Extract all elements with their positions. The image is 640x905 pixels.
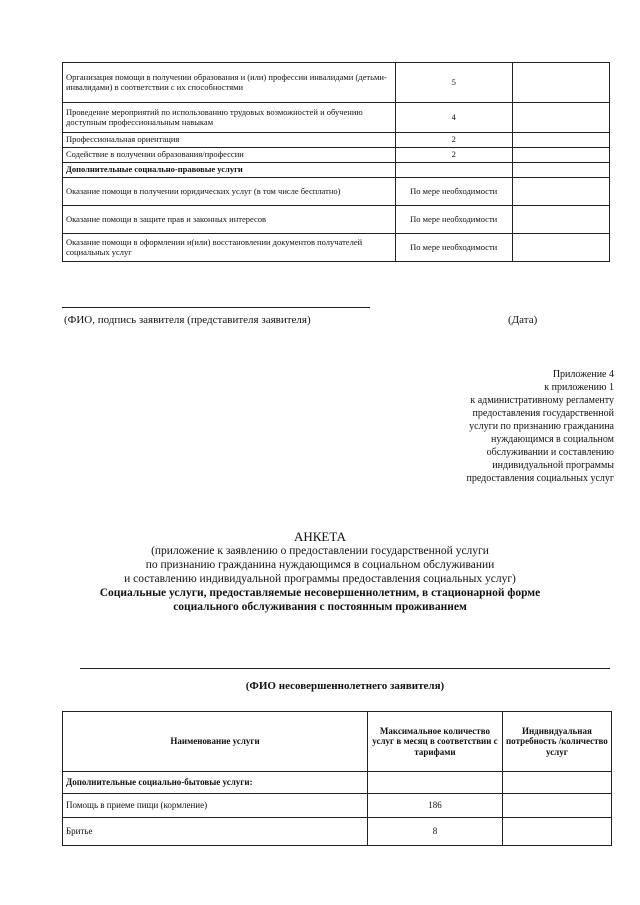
service-name: Проведение мероприятий по использованию трудовых возможностей и обучению доступным профессиональным навыкам xyxy=(63,103,396,133)
service-name: Содействие в получении образования/профессии xyxy=(63,148,396,163)
service-name: Оказание помощи в оформлении и(или) восстановлении документов получателей социальных услуг xyxy=(63,234,396,262)
service-need xyxy=(502,818,611,846)
header-individual-need: Индивидуальная потребность /количество услуг xyxy=(502,712,611,772)
appendix-line: индивидуальной программы xyxy=(492,460,614,471)
appendix-line: услуги по признанию гражданина xyxy=(469,421,614,432)
service-need xyxy=(512,178,609,206)
table-row xyxy=(63,178,610,206)
anketa-heading xyxy=(30,530,610,614)
appendix-line: Приложение 4 xyxy=(552,369,614,380)
header-service-name: Наименование услуги xyxy=(63,712,368,772)
service-name: Оказание помощи в защите прав и законных интересов xyxy=(63,206,396,234)
table-row xyxy=(63,63,610,103)
appendix-line: обслуживании и составлению xyxy=(486,447,614,458)
appendix-line: нуждающимся в социальном xyxy=(491,434,614,445)
header-max-count: Максимальное количество услуг в месяц в соответствии с тарифами xyxy=(368,712,503,772)
service-count: По мере необходимости xyxy=(395,178,512,206)
section-title-line: Социальные услуги, предоставляемые несовершеннолетним, в стационарной форме xyxy=(99,587,541,599)
service-name: Бритье xyxy=(63,818,368,846)
table-row xyxy=(63,772,612,794)
service-count: 8 xyxy=(368,818,503,846)
subtitle-line: (приложение к заявлению о предоставлении государственной услуги xyxy=(151,545,489,557)
section-heading: Дополнительные социально-бытовые услуги: xyxy=(63,772,368,794)
table-header-row xyxy=(63,712,612,772)
service-name: Профессиональная ориентация xyxy=(63,133,396,148)
service-need xyxy=(502,772,611,794)
appendix-line: предоставления социальных услуг xyxy=(466,473,614,484)
service-count: 2 xyxy=(395,148,512,163)
signature-line xyxy=(62,307,370,308)
minor-fio-line xyxy=(80,668,610,669)
service-need xyxy=(512,148,609,163)
service-need xyxy=(512,63,609,103)
document-title: АНКЕТА xyxy=(293,529,347,544)
service-name: Организация помощи в получении образования и (или) профессии инвалидами (детьми-инвалидами) в соответствии с их способностями xyxy=(63,63,396,103)
appendix-line: к приложению 1 xyxy=(544,382,614,393)
appendix-line: к административному регламенту xyxy=(470,395,614,406)
service-name: Помощь в приеме пищи (кормление) xyxy=(63,794,368,818)
subtitle-line: по признанию гражданина нуждающимся в социальном обслуживании xyxy=(145,559,495,571)
service-count: 4 xyxy=(395,103,512,133)
section-heading: Дополнительные социально-правовые услуги xyxy=(63,163,396,178)
appendix-note xyxy=(400,368,614,485)
service-count xyxy=(368,772,503,794)
service-count: 186 xyxy=(368,794,503,818)
services-table-bottom xyxy=(62,711,612,846)
service-need xyxy=(512,103,609,133)
service-need xyxy=(502,794,611,818)
service-count xyxy=(395,163,512,178)
service-need xyxy=(512,133,609,148)
date-caption: (Дата) xyxy=(508,314,538,326)
service-count: По мере необходимости xyxy=(395,234,512,262)
signature-caption: (ФИО, подпись заявителя (представителя заявителя) xyxy=(64,314,311,326)
table-row xyxy=(63,818,612,846)
service-count: 5 xyxy=(395,63,512,103)
service-need xyxy=(512,234,609,262)
table-row xyxy=(63,206,610,234)
section-title-line: социального обслуживания с постоянным проживанием xyxy=(173,601,467,613)
table-row xyxy=(63,133,610,148)
service-name: Оказание помощи в получении юридических услуг (в том числе бесплатно) xyxy=(63,178,396,206)
service-count: 2 xyxy=(395,133,512,148)
table-row xyxy=(63,148,610,163)
service-need xyxy=(512,163,609,178)
services-table-top xyxy=(62,62,610,262)
table-row xyxy=(63,163,610,178)
table-row xyxy=(63,794,612,818)
table-row xyxy=(63,234,610,262)
table-row xyxy=(63,103,610,133)
service-count: По мере необходимости xyxy=(395,206,512,234)
subtitle-line: и составлению индивидуальной программы предоставления социальных услуг) xyxy=(124,573,516,585)
service-need xyxy=(512,206,609,234)
minor-fio-caption: (ФИО несовершеннолетнего заявителя) xyxy=(245,680,445,692)
appendix-line: предоставления государственной xyxy=(472,408,614,419)
